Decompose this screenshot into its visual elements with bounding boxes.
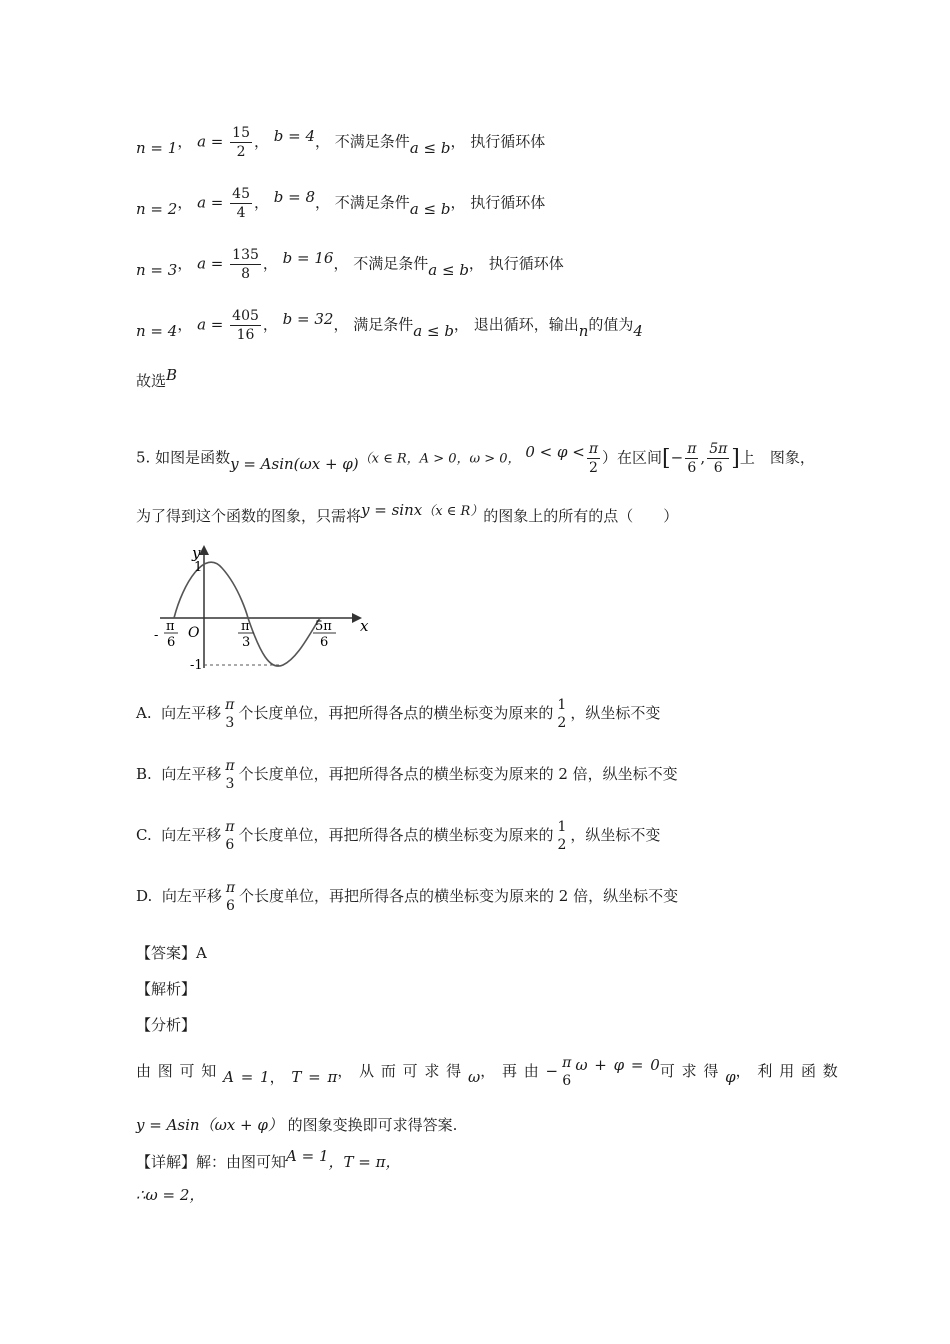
phi-condition: 0 < φ < [525,442,585,461]
y-label: y [192,544,201,562]
cond-expr: a ≤ b [409,138,451,157]
shift-den: 3 [225,776,235,792]
loop-step-2: n = 2， a = $\frac{45}{4}$ ， b = 8， 不满足条件a ≤ b， 执行循环体 [136,186,546,221]
function-expr-2: y = Asin（ωx + φ） [136,1116,283,1134]
a-label: a = [197,132,224,151]
omega-symbol: ω [467,1068,481,1086]
interval-num-2: 5π [709,441,728,457]
b-value: b = 4 [273,126,316,145]
loop-step-4: n = 4， a = $\frac{405}{16}$ ， b = 32， 满足条件a ≤ b， 退出循环，输出n的值为4 [136,308,643,343]
domain-text: （x ∈ R） [422,504,484,519]
a-num: 45 [232,186,250,202]
detail-label: 【详解】解：由图可知 [136,1153,287,1171]
interval-den-1: 6 [687,460,697,476]
question-5-line-2 [136,501,679,526]
option-letter: C. [136,826,152,844]
y-tick-1: 1 [194,560,203,575]
a-den: 8 [241,266,250,282]
x-label: x [360,617,369,635]
cond-text: 不满足条件 [334,193,410,212]
analysis-text-6: 的图象变换即可求得答案. [287,1116,458,1134]
shift-fraction [223,818,236,854]
x-tick-2-num: π [241,619,250,634]
a-den: 2 [236,144,246,160]
n-value: n = 1 [136,138,178,157]
detail-a: A = 1 [286,1147,329,1165]
cond-expr: a ≤ b [413,321,454,340]
n-value: n = 2 [136,199,178,218]
tail-text: 执行循环体 [488,254,564,273]
x-tick-1-num: π [166,619,175,634]
neg-sign-2: − [545,1062,559,1080]
shift-fraction [223,696,236,732]
detail-line [136,1147,401,1172]
a-fraction [230,185,252,222]
phi-num: π [588,441,599,457]
a-num: 405 [232,308,259,324]
after-text: ）在区间 [602,448,663,467]
omega-result: ∴ω = 2， [136,1186,205,1204]
scale-den: 2 [557,837,567,853]
analysis-line-1 [136,1054,838,1090]
option-d[interactable] [136,879,678,915]
neg-sign: − [670,448,684,467]
sine-curve [174,562,320,666]
option-b[interactable] [136,757,678,793]
n-value: n = 4 [136,321,178,340]
interval-fraction-2 [707,440,729,477]
detail-t: ，T = π， [328,1153,401,1171]
interval-fraction-1 [685,440,698,477]
question-5-line-1: 5. 如图是函数y = Asin(ωx + φ)（x ∈ R，A > 0，ω > 0， 0 < φ < $\frac{\pi}{2}$ ）在区间[− $\frac{\pi}{6}$ , $\frac{5\pi}{6}$ ]上 图象， [136,441,815,476]
option-c[interactable] [136,818,660,854]
option-mid: 个长度单位，再把所得各点的横坐标变为原来的 [238,826,554,844]
loop-step-3: n = 3， a = $\frac{135}{8}$ ， b = 16， 不满足条件a ≤ b， 执行循环体 [136,247,564,282]
shift-den: 6 [225,898,235,914]
option-letter: A. [136,704,152,722]
shift-num: π [225,697,235,713]
option-end: ，纵坐标不变 [570,704,661,722]
phi-symbol: φ [725,1068,736,1086]
loop-step-1: n = 1， a = $\frac{15}{2}$ ， b = 4， 不满足条件a ≤ b， 执行循环体 [136,125,546,160]
b-value: b = 32 [282,309,334,328]
x-tick-3-den: 6 [320,635,329,650]
x-tick-3-num: 5π [315,619,332,634]
option-end: ，纵坐标不变 [570,826,661,844]
a-fraction [230,307,261,344]
option-pre: 向左平移 [161,887,222,905]
sine-graph [150,543,380,673]
n-value: n = 3 [136,260,178,279]
shift-den: 6 [225,837,235,853]
origin-label: O [188,625,200,641]
analysis-text-2: ， 从 而 可 求 得 [337,1062,462,1080]
t-equals-pi: T = π [291,1068,338,1086]
a-num: 135 [232,247,259,263]
choose-letter: B [166,366,178,384]
option-letter: B. [136,765,152,783]
output-value: 4 [633,321,643,340]
choose-text: 故选 [136,372,167,390]
cond-expr: a ≤ b [428,260,469,279]
analysis-text-1: 由 图 可 知 [136,1062,217,1080]
option-mid: 个长度单位，再把所得各点的横坐标变为原来的 2 倍，纵坐标不变 [239,887,679,905]
shift-num: π [225,758,235,774]
y-tick-neg1: -1 [190,658,203,673]
scale-fraction [556,818,569,854]
eq-num: π [562,1055,572,1071]
shift-num: π [225,880,236,896]
b-value: b = 8 [273,187,316,206]
x-tick-1-den: 6 [167,635,176,650]
after-text-2: 上 图象， [739,448,815,467]
option-mid: 个长度单位，再把所得各点的横坐标变为原来的 [238,704,554,722]
eq-rest: ω + φ = 0 [575,1056,660,1074]
fenxi-heading: 【分析】 [136,1016,197,1034]
x-tick-neg-sign: - [154,628,159,643]
b-value: b = 16 [282,248,334,267]
y-axis-arrow [199,545,209,555]
analysis-text-5: ， 利 用 函 数 [735,1062,838,1080]
bracket-left: [ [662,446,671,471]
shift-den: 3 [225,715,235,731]
omega-line [136,1184,204,1205]
a-label: a = [197,193,224,212]
x-tick-2-den: 3 [242,635,251,650]
answer-line: 【答案】A [136,944,207,962]
tail-text: 执行循环体 [470,193,546,212]
scale-num: 1 [557,819,567,835]
choose-line [136,366,178,391]
shift-num: π [225,819,235,835]
a-label: a = [197,315,224,334]
scale-num: 1 [557,697,567,713]
cond-text: 不满足条件 [353,254,429,273]
option-pre: 向左平移 [161,826,222,844]
shift-fraction [223,757,236,793]
tail-text: 执行循环体 [470,132,546,151]
a-num: 15 [232,125,250,141]
option-mid: 个长度单位，再把所得各点的横坐标变为原来的 2 倍，纵坐标不变 [238,765,678,783]
a-fraction [230,246,261,283]
option-a[interactable] [136,696,660,732]
eq-den: 6 [562,1073,572,1089]
line2-text-c: 的图象上的所有的点（ ） [483,507,679,525]
phi-fraction [587,440,600,477]
cond-text: 不满足条件 [334,132,410,151]
analysis-line-2 [136,1114,457,1135]
question-prefix: 5. 如图是函数 [136,448,231,467]
interval-num-1: π [687,441,697,457]
tail-text: 退出循环，输出 [473,315,579,334]
a-den: 4 [236,205,246,221]
bracket-right: ] [731,446,740,471]
a-label: a = [197,254,224,273]
cond-text: 满足条件 [353,315,414,334]
cond-expr: a ≤ b [409,199,451,218]
conditions: （x ∈ R，A > 0，ω > 0， [358,451,521,467]
line2-text-a: 为了得到这个函数的图象，只需将 [136,507,362,525]
eq-fraction [560,1054,573,1090]
jiexi-heading: 【解析】 [136,980,197,998]
analysis-text-3: ， 再 由 [480,1062,539,1080]
analysis-text-4: 可 求 得 [659,1062,719,1080]
output-var: n [578,321,589,340]
interval-den-2: 6 [713,460,723,476]
a-fraction [230,124,252,161]
a-equals-1: A = 1 [223,1068,270,1086]
sin-function: y = sinx [361,501,423,519]
option-pre: 向左平移 [161,704,222,722]
scale-fraction [555,696,568,732]
option-letter: D. [136,887,153,905]
option-pre: 向左平移 [161,765,222,783]
tail-text-2: 的值为 [588,315,634,334]
scale-den: 2 [557,715,567,731]
function-expr: y = Asin(ωx + φ) [230,454,359,473]
comma: ， [269,1068,285,1086]
a-den: 16 [236,327,255,343]
shift-fraction [224,879,237,915]
phi-den: 2 [588,460,598,476]
